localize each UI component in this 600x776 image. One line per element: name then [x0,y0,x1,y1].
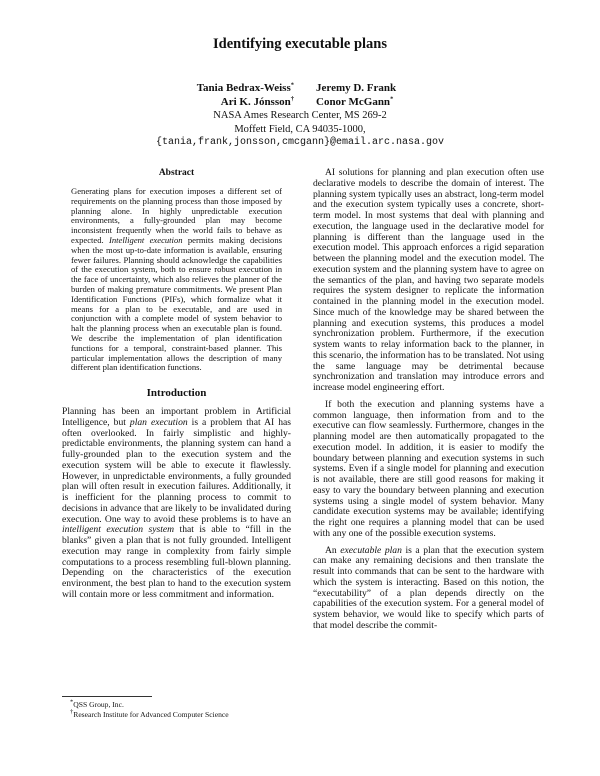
author-name: Tania Bedrax-Weiss* [196,81,294,94]
footnote-2: †Research Institute for Advanced Computer Science [70,707,229,719]
author-name: Ari K. Jónsson† [220,94,294,108]
paper-title: Identifying executable plans [212,36,387,52]
footnote-rule [62,696,152,697]
address-line: Moffett Field, CA 94035-1000, [234,123,366,135]
affiliation-line: NASA Ames Research Center, MS 269-2 [213,110,387,121]
author-row-2 [0,96,600,110]
email-line: {tania,frank,jonsson,cmcgann}@email.arc.nasa.gov [155,137,445,148]
author-row-1 [0,82,600,96]
left-column [62,168,291,601]
footnote-1: *QSS Group, Inc. [70,698,124,709]
introduction-heading: Introduction [146,387,207,400]
body-paragraph: AI solutions for planning and plan execution often use declarative models to describe the domain of interest. The planning system typically uses an abstract, long-term model and the execution system typically uses a concrete, short-term model. In most systems that deal with planning and execution, the language used in the declarative model for planning is different than the language used in the execution model. This approach enforces a rigid separation between the planning model and the execution model. The execution system and the planning system have to agree on the semantics of the plan, and having two separate models requires the system designer to replicate the information contained in the planning model in the execution model. Since much of the knowledge may be shared between the planning and execution systems, this produces a model synchronization problem. Furthermore, if the execution system wants to relay information back to the planner, in this scenario, the information has to be translated. Not using the same language may be detrimental because synchronization and translation may introduce errors and increase model engineering effort. [313,167,544,393]
author-block [0,82,600,150]
author-name: Conor McGann* [316,94,394,108]
body-paragraph: If both the execution and planning systems have a common language, then information from and to the executive can flow seamlessly. Furthermore, changes in the planning model are then automatically propagated to the execution model. In addition, it is easier to modify the boundary between planning and execution systems in such systems. Even if a single model for planning and execution is not available, there are still good reasons for making it easy to vary the boundary between planning and execution systems using a single model of system behavior. Many candidate execution systems may be available; identifying the right one requires a planning model that can be used with any one of the possible execution systems. [313,398,544,539]
introduction-paragraph: Planning has been an important problem in Artificial Intelligence, but plan execution is a problem that AI has often overlooked. In fairly simplistic and highly-predictable environments, the planning system can hand a fully-grounded plan to the execution system and the execution system will be able to execute it flawlessly. However, in unpredictable environments, a fully grounded plan will often result in execution failures. Additionally, it is inefficient for the planning process to commit to decisions in advance that are likely to be invalidated during execution. One way to avoid these problems is to have an intelligent execution system that is able to “fill in the blanks” given a plan that is not fully grounded. Intelligent execution may range in complexity from fairly simple computations to a process resembling full-blown planning. Depending on the characteristics of the execution environment, the best plan to hand to the execution system will contain more or less commitment and information. [62,406,291,600]
right-column [313,168,544,632]
abstract-heading: Abstract [158,168,195,178]
footnotes [62,696,291,719]
author-name: Jeremy D. Frank [316,82,397,94]
abstract-text: Generating plans for execution imposes a different set of requirements on the planning process than those imposed by planning alone. In highly unpredictable execution environments, a fully-grounded plan may become inconsistent frequently when the world fails to behave as expected. Intelligent execution permits making decisions when the most up-to-date information is available, ensuring fewer failures. Planning should acknowledge the capabilities of the execution system, both to ensure robust execution in the face of uncertainty, which also relieves the planner of the burden of making premature commitments. We present Plan Identification Functions (PIFs), which formalize what it means for a plan to be executable, and are used in conjunction with a complete model of system behavior to halt the planning process when an executable plan is found. We describe the implementation of plan identification functions for a temporal, constraint-based planner. This particular implementation allows the description of many different plan identification functions. [71,186,282,373]
body-paragraph: An executable plan is a plan that the execution system can make any remaining decisions and then translate the result into commands that can be sent to the hardware with which the system is interacting. Based on this notion, the “executability” of a plan depends directly on the capabilities of the execution system. For a general model of system behavior, we would like to specify which parts of that model describe the commit- [313,544,545,631]
